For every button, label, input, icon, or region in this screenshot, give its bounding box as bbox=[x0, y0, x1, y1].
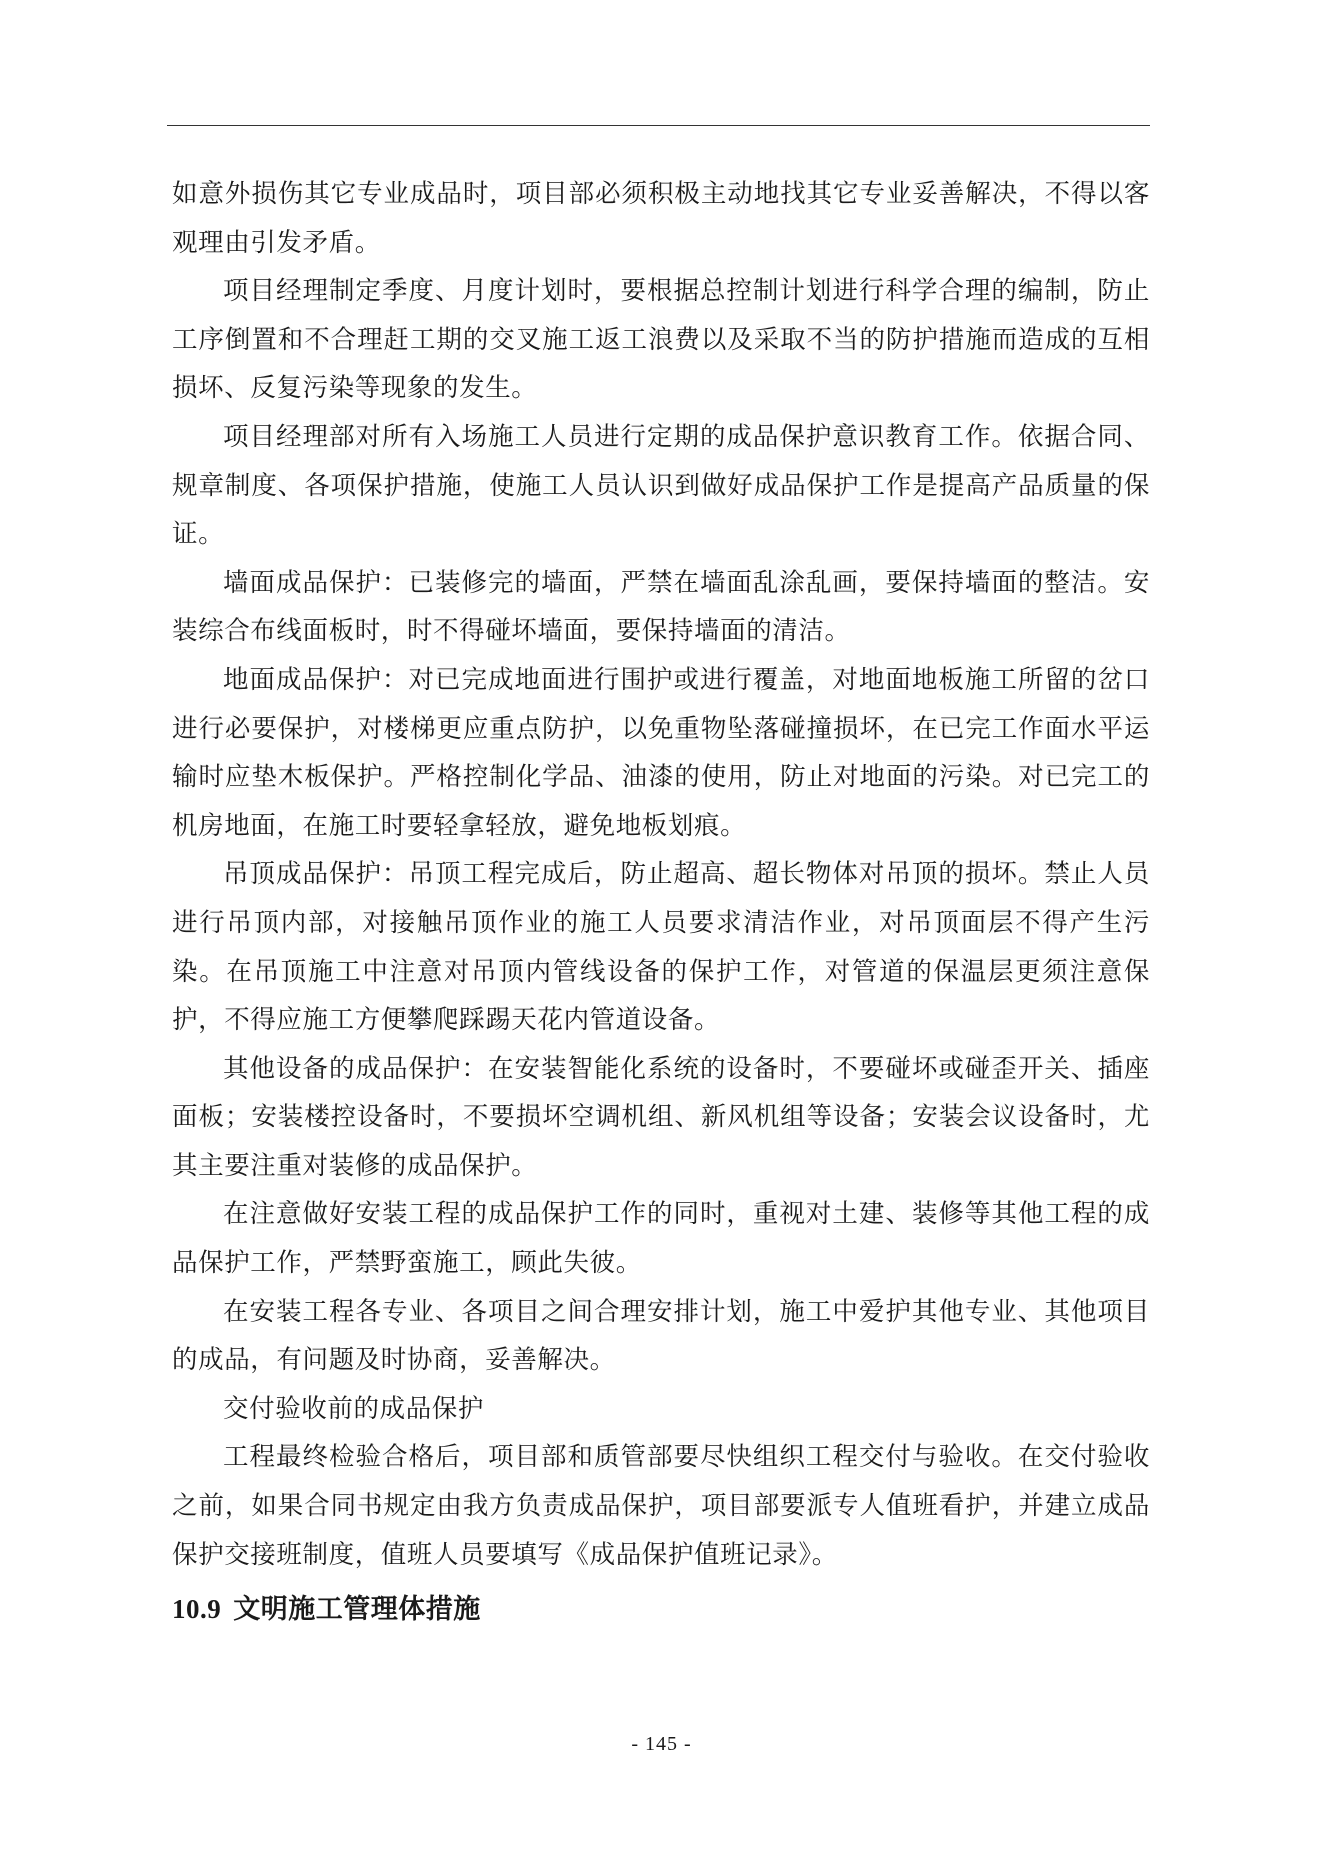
paragraph-9: 在安装工程各专业、各项目之间合理安排计划，施工中爱护其他专业、其他项目的成品，有问题及时协商，妥善解决。 bbox=[172, 1296, 1150, 1376]
paragraph-8: 在注意做好安装工程的成品保护工作的同时，重视对土建、装修等其他工程的成品保护工作，严禁野蛮施工，顾此失彼。 bbox=[172, 1199, 1150, 1279]
paragraph-11: 工程最终检验合格后，项目部和质管部要尽快组织工程交付与验收。在交付验收之前，如果合同书规定由我方负责成品保护，项目部要派专人值班看护，并建立成品保护交接班制度，值班人员要填写《成品保护值班记录》。 bbox=[172, 1442, 1150, 1570]
page-number: - 145 - bbox=[631, 1733, 692, 1755]
paragraph-3: 项目经理部对所有入场施工人员进行定期的成品保护意识教育工作。依据合同、规章制度、各项保护措施，使施工人员认识到做好成品保护工作是提高产品质量的保证。 bbox=[172, 421, 1150, 550]
header-rule bbox=[167, 125, 1150, 126]
paragraph-6: 吊顶成品保护：吊顶工程完成后，防止超高、超长物体对吊顶的损坏。禁止人员进行吊顶内部，对接触吊顶作业的施工人员要求清洁作业，对吊顶面层不得产生污染。在吊顶施工中注意对吊顶内管线设备的保护工作，对管道的保温层更须注意保护，不得应施工方便攀爬踩踢天花内管道设备。 bbox=[172, 859, 1150, 1036]
paragraph-7: 其他设备的成品保护：在安装智能化系统的设备时，不要碰坏或碰歪开关、插座面板；安装楼控设备时，不要损坏空调机组、新风机组等设备；安装会议设备时，尤其主要注重对装修的成品保护。 bbox=[172, 1053, 1150, 1181]
paragraph-1: 如意外损伤其它专业成品时，项目部必须积极主动地找其它专业妥善解决，不得以客观理由引发矛盾。 bbox=[172, 179, 1150, 258]
paragraph-4: 墙面成品保护：已装修完的墙面，严禁在墙面乱涂乱画，要保持墙面的整洁。安装综合布线面板时，时不得碰坏墙面，要保持墙面的清洁。 bbox=[172, 567, 1150, 647]
section-number: 10.9 bbox=[172, 1594, 222, 1625]
section-title: 文明施工管理体措施 bbox=[233, 1594, 481, 1626]
section-heading bbox=[172, 1585, 1150, 1634]
paragraph-10: 交付验收前的成品保护 bbox=[223, 1393, 485, 1424]
paragraph-2: 项目经理制定季度、月度计划时，要根据总控制计划进行科学合理的编制，防止工序倒置和不合理赶工期的交叉施工返工浪费以及采取不当的防护措施而造成的互相损坏、反复污染等现象的发生。 bbox=[172, 276, 1150, 404]
page-content bbox=[172, 170, 1150, 1634]
paragraph-5: 地面成品保护：对已完成地面进行围护或进行覆盖，对地面地板施工所留的岔口进行必要保护，对楼梯更应重点防护，以免重物坠落碰撞损坏，在已完工作面水平运输时应垫木板保护。严格控制化学品、油漆的使用，防止对地面的污染。对已完工的机房地面，在施工时要轻拿轻放，避免地板划痕。 bbox=[172, 664, 1150, 841]
